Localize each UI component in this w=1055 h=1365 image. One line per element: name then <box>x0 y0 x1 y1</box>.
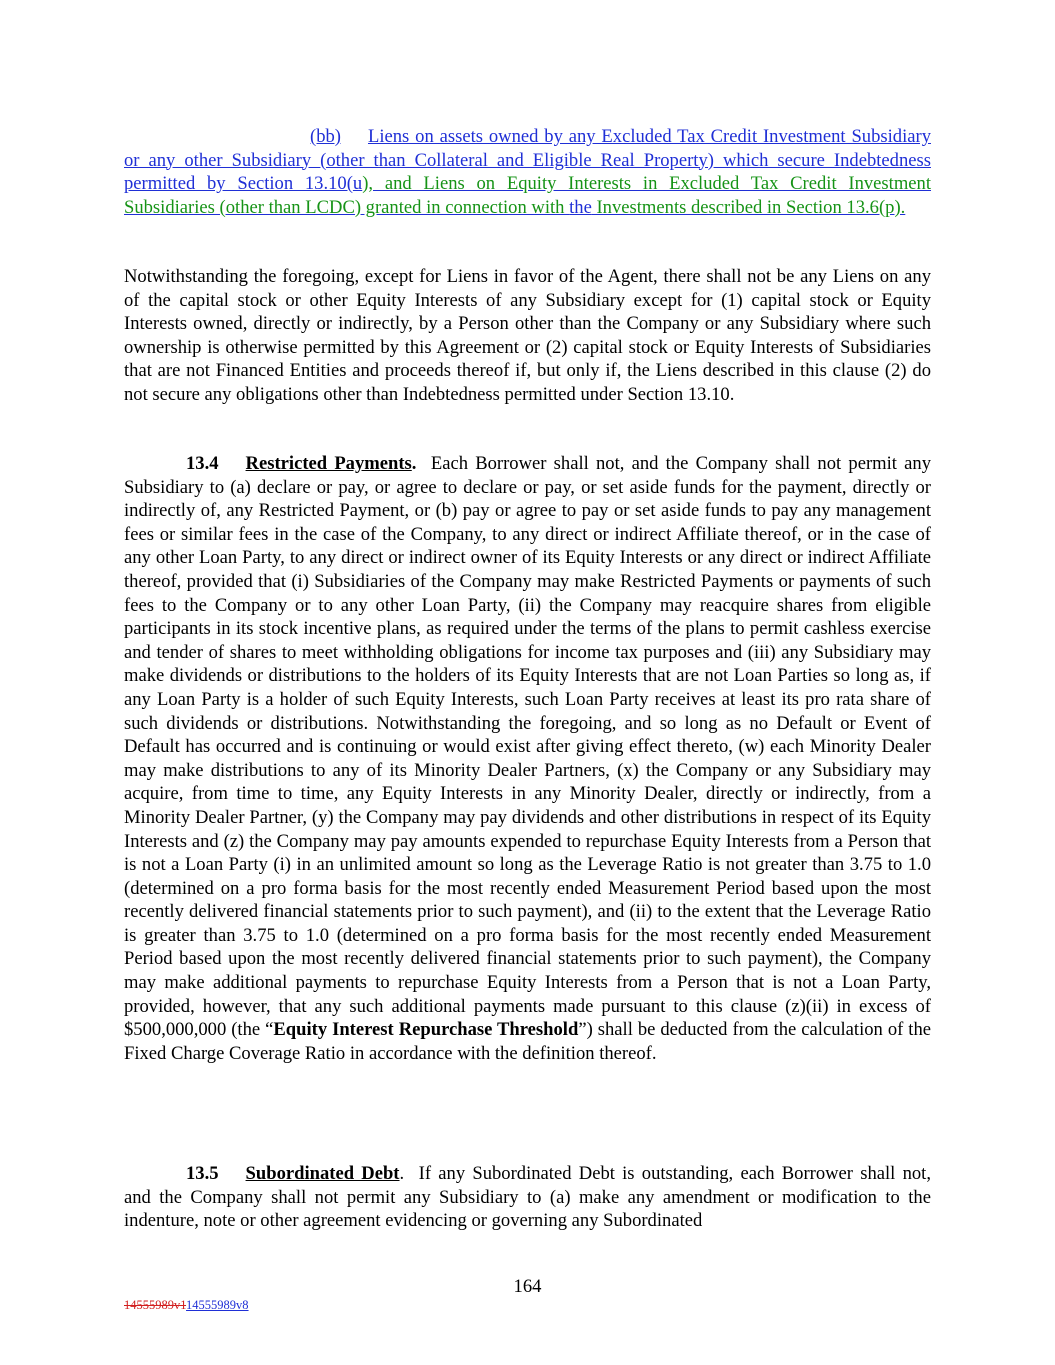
clause-bb-text-b: ), and Liens on Equity Interests in Excluded Tax Credit Investment Subsidiaries (other than LCDC) granted in connection with <box>124 173 931 218</box>
clause-bb-text-a: Liens on assets owned by any Excluded Tax Credit Investment Subsidiary or any other Subsidiary (other than Collateral and Eligible Real Property) which secure Indebtedness permitted by Section 13.10( <box>124 126 931 195</box>
clause-bb-text-the: the <box>569 196 592 218</box>
section-13-5 <box>124 1162 931 1233</box>
page-number: 164 <box>513 1276 542 1297</box>
section-13-4-number: 13.4 <box>186 453 219 474</box>
section-13-5-number: 13.5 <box>186 1163 219 1184</box>
document-id-inserted: 14555989v8 <box>186 1298 249 1312</box>
equity-interest-repurchase-threshold-term: Equity Interest Repurchase Threshold <box>273 1019 579 1041</box>
clause-bb-text-c: Investments described in Section 13.6(p). <box>591 196 906 218</box>
section-13-5-body: If any Subordinated Debt is outstanding, each Borrower shall not, and the Company shall not permit any Subsidiary to (a) make any amendment or modification to the indenture, note or other agreement evidencing or governing any Subordinated <box>124 1163 932 1232</box>
section-13-5-title-end: . <box>399 1163 405 1184</box>
document-id-deleted: 14555989v1 <box>124 1298 187 1312</box>
section-13-4 <box>124 452 931 1065</box>
clause-bb <box>124 125 931 219</box>
section-13-4-title: Restricted Payments <box>245 453 412 474</box>
clause-bb-text-u: u <box>352 173 363 195</box>
document-id <box>124 1298 249 1313</box>
clause-bb-label: (bb) <box>310 126 341 147</box>
section-13-4-body-b: ”) shall be deducted from the calculation of the Fixed Charge Coverage Ratio in accordance with the definition thereof. <box>124 1019 931 1064</box>
section-13-5-title: Subordinated Debt <box>245 1163 400 1184</box>
section-13-4-title-end: . <box>411 453 417 474</box>
section-13-4-body-a: Each Borrower shall not, and the Company shall not permit any Subsidiary to (a) declare or pay, or agree to declare or pay, or set aside funds for the payment, directly or indirectly of, any Restricted Payment, or (b) pay or agree to pay or set aside funds to pay any management fees or similar fees in the case of the Company, to any direct or indirect Affiliate thereof, or in the case of any other Loan Party, to any direct or indirect owner of its Equity Interests or any direct or indirect Affiliate thereof, provided that (i) Subsidiaries of the Company may make Restricted Payments or payments of such fees to the Company or to any other Loan Party, (ii) the Company may reacquire shares from eligible participants in its stock incentive plans, as required under the terms of the plans to permit cashless exercise and tender of shares to meet withholding obligations for income tax purposes and (iii) any Subsidiary may make dividends or distributions to the holders of its Equity Interests that are not Loan Parties so long as, if any Loan Party is a holder of such Equity Interests, such Loan Party receives at least its pro rata share of such dividends or distributions. Notwithstanding the foregoing, and so long as no Default or Event of Default has occurred and is continuing or would exist after giving effect thereto, (w) each Minority Dealer may make distributions to any of its Minority Dealer Partners, (x) the Company or any Subsidiary may acquire, from time to time, any Equity Interests in any Minority Dealer, directly or indirectly, from a Minority Dealer Partner, (y) the Company may pay dividends and other distributions in respect of its Equity Interests and (z) the Company may pay amounts expended to repurchase Equity Interests from a Person that is not a Loan Party (i) in an unlimited amount so long as the Leverage Ratio is not greater than 3.75 to 1.0 (determined on a pro forma basis for the most recently ended Measurement Period based upon the most recently delivered financial statements prior to such payment), and (ii) to the extent that the Leverage Ratio is greater than 3.75 to 1.0 (determined on a pro forma basis for the most recently ended Measurement Period based upon the most recently delivered financial statements prior to such payment), the Company may make additional payments to repurchase Equity Interests from a Person that is not a Loan Party, provided, however, that any such additional payments made pursuant to this clause (z)(ii) in excess of $500,000,000 (the “ <box>124 453 931 1041</box>
notwithstanding-paragraph: Notwithstanding the foregoing, except for Liens in favor of the Agent, there shall not be any Liens on any of the capital stock or other Equity Interests of any Subsidiary except for (1) capital stock or Equity Interests owned, directly or indirectly, by a Person other than the Company or any Subsidiary where such ownership is otherwise permitted by this Agreement or (2) capital stock or Equity Interests of Subsidiaries that are not Financed Entities and proceeds thereof if, but only if, the Liens described in this clause (2) do not secure any obligations other than Indebtedness permitted under Section 13.10. <box>124 266 931 405</box>
